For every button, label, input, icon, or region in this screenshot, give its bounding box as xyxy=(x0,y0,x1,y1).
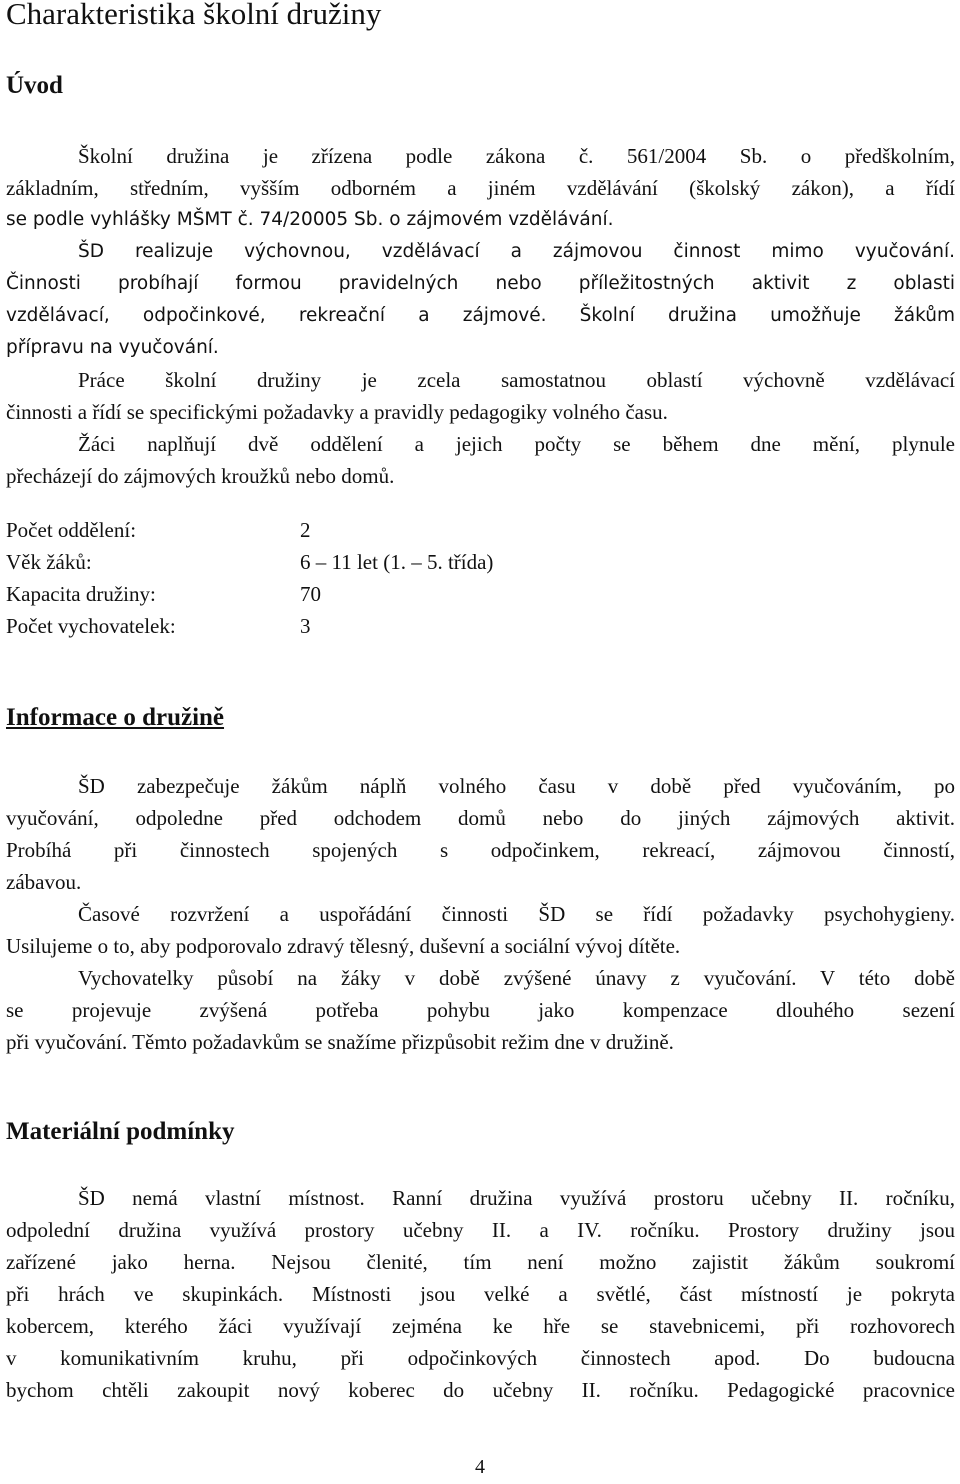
paragraph-line: Probíhá při činnostech spojených s odpočinkem, rekreací, zájmovou činností, xyxy=(6,838,955,862)
fact-value: 2 xyxy=(300,518,311,542)
paragraph-line: zábavou. xyxy=(6,870,82,894)
paragraph-line: ŠD zabezpečuje žákům náplň volného času v době před vyučováním, po xyxy=(78,774,955,798)
paragraph-line: činnosti a řídí se specifickými požadavky a pravidly pedagogiky volného času. xyxy=(6,400,668,424)
paragraph-line: se projevuje zvýšená potřeba pohybu jako kompenzace dlouhého sezení xyxy=(6,998,955,1022)
fact-label: Počet oddělení: xyxy=(6,518,137,542)
paragraph-line: odpolední družina využívá prostory učebny II. a IV. ročníku. Prostory družiny jsou xyxy=(6,1218,955,1242)
section-heading-uvod: Úvod xyxy=(6,72,63,99)
fact-label: Kapacita družiny: xyxy=(6,582,156,606)
paragraph-line: vyučování, odpoledne před odchodem domů nebo do jiných zájmových aktivit. xyxy=(6,806,955,830)
fact-value: 6 – 11 let (1. – 5. třída) xyxy=(300,550,494,574)
fact-label: Věk žáků: xyxy=(6,550,92,574)
page-title: Charakteristika školní družiny xyxy=(6,0,382,31)
fact-value: 3 xyxy=(300,614,311,638)
paragraph-line: Školní družina je zřízena podle zákona č. 561/2004 Sb. o předškolním, xyxy=(78,144,955,168)
paragraph-line: se podle vyhlášky MŠMT č. 74/20005 Sb. o zájmovém vzdělávání. xyxy=(6,209,614,230)
paragraph-line: Vychovatelky působí na žáky v době zvýšené únavy z vyučování. V této době xyxy=(78,966,955,990)
paragraph-line: přípravu na vyučování. xyxy=(6,337,219,358)
paragraph-line: v komunikativním kruhu, při odpočinkových činnostech apod. Do budoucna xyxy=(6,1346,955,1370)
paragraph-line: ŠD nemá vlastní místnost. Ranní družina využívá prostoru učebny II. ročníku, xyxy=(78,1186,955,1210)
paragraph-line: zařízené jako herna. Nejsou členité, tím není možno zajistit žákům soukromí xyxy=(6,1250,955,1274)
paragraph-line: vzdělávací, odpočinkové, rekreační a zájmové. Školní družina umožňuje žákům xyxy=(6,305,955,326)
section-heading-informace: Informace o družině xyxy=(6,704,225,731)
paragraph-line: při vyučování. Těmto požadavkům se snažíme přizpůsobit režim dne v družině. xyxy=(6,1030,674,1054)
paragraph-line: při hrách ve skupinkách. Místnosti jsou velké a světlé, část místností je pokryta xyxy=(6,1282,955,1306)
paragraph-line: kobercem, kterého žáci využívají zejména ke hře se stavebnicemi, při rozhovorech xyxy=(6,1314,955,1338)
paragraph-line: bychom chtěli zakoupit nový koberec do učebny II. ročníku. Pedagogické pracovnice xyxy=(6,1378,955,1402)
paragraph-line: základním, středním, vyšším odborném a jiném vzdělávání (školský zákon), a řídí xyxy=(6,176,955,200)
paragraph-line: Časové rozvržení a uspořádání činnosti ŠD se řídí požadavky psychohygieny. xyxy=(78,902,955,926)
page-number: 4 xyxy=(475,1456,485,1478)
paragraph-line: přecházejí do zájmových kroužků nebo domů. xyxy=(6,464,395,488)
paragraph-line: Žáci naplňují dvě oddělení a jejich počty se během dne mění, plynule xyxy=(78,432,955,456)
fact-value: 70 xyxy=(300,582,321,606)
paragraph-line: Usilujeme o to, aby podporovalo zdravý tělesný, duševní a sociální vývoj dítěte. xyxy=(6,934,681,958)
paragraph-line: ŠD realizuje výchovnou, vzdělávací a zájmovou činnost mimo vyučování. xyxy=(78,241,955,262)
paragraph-line: Činnosti probíhají formou pravidelných nebo příležitostných aktivit z oblasti xyxy=(6,273,955,294)
paragraph-line: Práce školní družiny je zcela samostatnou oblastí výchovně vzdělávací xyxy=(78,368,955,392)
section-heading-materialni: Materiální podmínky xyxy=(6,1118,235,1145)
fact-label: Počet vychovatelek: xyxy=(6,614,176,638)
